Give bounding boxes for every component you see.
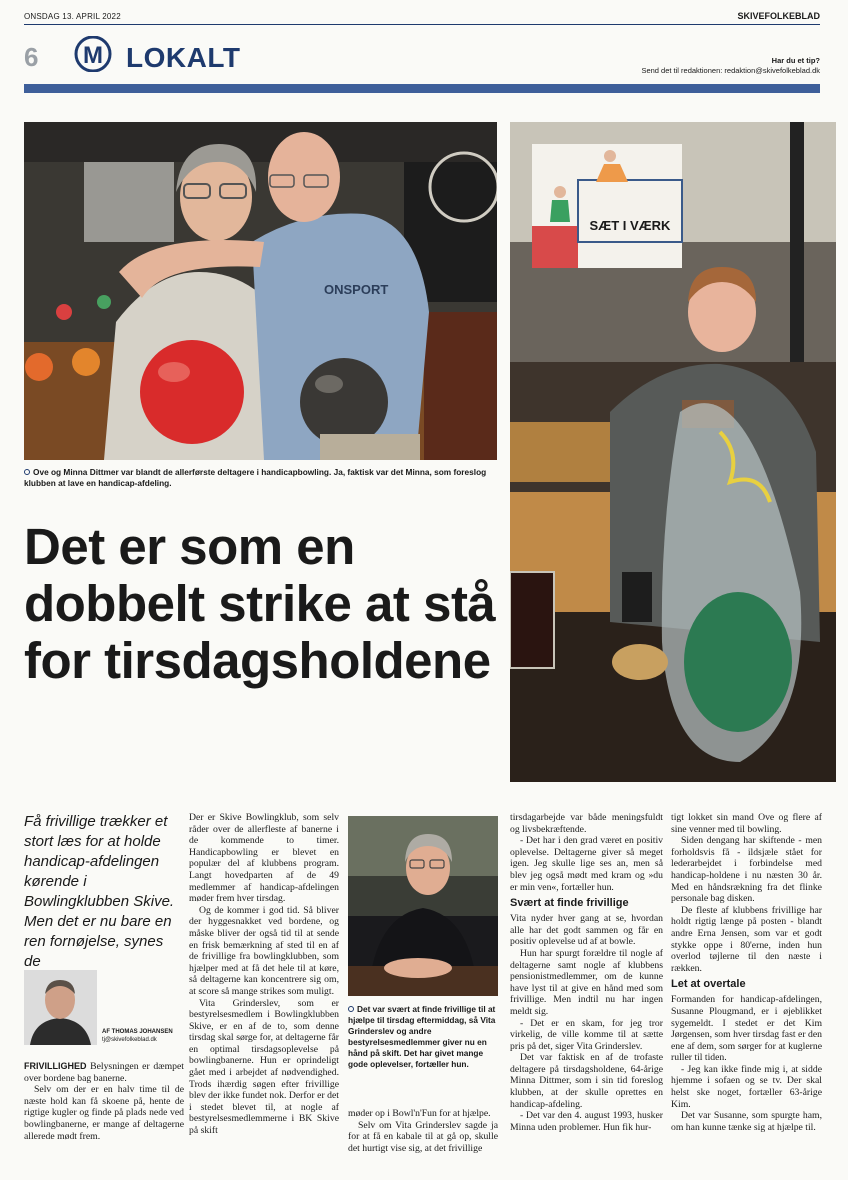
paragraph: Siden dengang har skiftende - men forholdsvis få - ildsjæle stået for lederarbejdet i forbindelse med handicap-holdene i nu næsten 30 år. Med en håndsrækning fra det flinke personale bag disken. — [671, 835, 822, 905]
page-number: 6 — [24, 42, 39, 72]
caption-marker-icon — [24, 469, 30, 475]
issue-date: ONSDAG 13. APRIL 2022 — [24, 12, 121, 21]
paragraph: De fleste af klubbens frivillige har holdt rigtig længe på posten - blandt andre Erna Jensen, som var et godt stykke oppe i 80'erne, inden hun overlod tøjlerne til den næste i rækken. — [671, 904, 822, 974]
photo-bowler-gift-basket — [510, 122, 836, 782]
article-column-5 — [671, 812, 822, 1133]
header-rule — [24, 24, 820, 25]
paragraph: Formanden for handicap-afdelingen, Susanne Plougmand, er i øjeblikket sygemeldt. I stedet er det Kim Jørgensen, som hver tirsdag fast er den ene af dem, som sørger for at kuglerne ruller til tiden. — [671, 994, 822, 1064]
paragraph: Hun har spurgt forældre til nogle af deltagerne samt nogle af klubbens pensionistmedlemmer, om de kunne have lyst til at give en hånd med som frivillige. Men indtil nu har ingen meldt sig. — [510, 947, 663, 1017]
paragraph: Belysningen er dæmpet over bordene bag banerne. — [24, 1061, 184, 1084]
photo-ove-minna — [24, 122, 497, 460]
sign-text: SÆT I VÆRK — [589, 218, 671, 233]
photo-caption-vita — [348, 1004, 498, 1070]
caption-marker-icon — [348, 1006, 354, 1012]
caption-text: Det var svært at finde frivillige til at hjælpe til tirsdag eftermiddag, så Vita Grinderslev og andre bestyrelsesmedlemmer giver nu en hånd på skift. Det har givet mange gode oplevelser, fortæller hun. — [348, 1004, 496, 1069]
photo-vita-grinderslev — [348, 816, 498, 996]
paragraph: møder op i Bowl'n'Fun for at hjælpe. — [348, 1108, 491, 1119]
article-column-3 — [348, 1108, 498, 1154]
paragraph: - Det er en skam, for jeg tror virkelig, de ville komme til at sætte pris på det, siger Vita Grinderslev. — [510, 1017, 663, 1052]
article-kicker: FRIVILLIGHED — [24, 1061, 87, 1071]
paragraph: - Det var den 4. august 1993, husker Minna uden problemer. Hun fik hur- — [510, 1110, 663, 1133]
article-lead: Få frivillige trækker et stort læs for at holde handicap-afdelingen kørende i Bowlingklubben Skive. Men det er nu bare en ren fornøjelse, synes de — [24, 813, 175, 970]
author-email: tj@skivefolkeblad.dk — [102, 1037, 157, 1043]
paragraph: Selv om der er en halv time til de næste hold kan få skoene på, hente de rigtige kugler og finde på plads nede ved bowlingbanerne, er mange af deltagerne allerede mødt frem. — [24, 1084, 184, 1142]
paragraph: tigt lokket sin mand Ove og flere af sine venner med til bowling. — [671, 812, 822, 835]
paragraph: Selv om Vita Grinderslev sagde ja for at få en kabale til at gå op, skulle det hurtigt vise sig, at det frivillige — [348, 1119, 498, 1154]
subheading: Svært at finde frivillige — [510, 897, 629, 910]
paragraph: - Jeg kan ikke finde mig i, at sidde hjemme i sofaen og se tv. Der skal helst ske noget, fortæller 63-årige Kim. — [671, 1063, 822, 1110]
paragraph: Det var faktisk en af de trofaste deltagere på tirsdagsholdene, 64-årige Minna Dittmer, som i sin tid foreslog klubben, at der skulle oprettes en handicap-afdeling. — [510, 1052, 663, 1110]
logo-letter: M — [83, 42, 103, 69]
article-column-2 — [189, 812, 339, 1137]
caption-text: Ove og Minna Dittmer var blandt de allerførste deltagere i handicapbowling. Ja, faktisk var det Minna, som foreslog klubben at lave en handicap-afdeling. — [24, 467, 487, 488]
shirt-text: ONSPORT — [324, 282, 389, 297]
author-photo — [24, 970, 97, 1045]
section-title: LOKALT — [126, 42, 241, 73]
section-logo-icon — [70, 36, 116, 72]
section-bar — [24, 84, 820, 93]
photo-caption-ove-minna — [24, 467, 497, 489]
byline — [102, 1028, 192, 1044]
paragraph: Vita Grinderslev, som er bestyrelsesmedlem i Bowlingklubben Skive, er en af de to, som denne tirsdag skal sørge for, at deltagerne får en optimal tirsdagsoplevelse på bowlingbanerne. Hun er oprindeligt gået med i arbejdet af nødvendighed. Trods ihærdig søgen efter frivillige blev der ikke fundet nok. Derfor er det i stedet blevet til, at nogle af bestyrelsesmedlemmerne i BK Skive på skift — [189, 997, 339, 1137]
tip-contact: Send det til redaktionen: redaktion@skivefolkeblad.dk — [641, 66, 820, 75]
paragraph: Vita nyder hver gang at se, hvordan alle har det godt sammen og får en positiv oplevelse ud af at bowle. — [510, 913, 663, 948]
paragraph: Det var Susanne, som spurgte ham, om han kunne tænke sig at hjælpe til. — [671, 1110, 822, 1133]
article-headline: Det er som en dobbelt strike at stå for tirsdagsholdene — [24, 518, 496, 689]
article-column-1 — [24, 1061, 184, 1142]
paragraph: - Det har i den grad været en positiv oplevelse. Deltagerne giver så meget igen. Jeg skulle lige ses an, men så blev jeg også mødt med kram og »du er min ven«, fortæller hun. — [510, 835, 663, 893]
author-name: AF THOMAS JOHANSEN — [102, 1029, 173, 1035]
news-tip — [641, 56, 820, 76]
newspaper-brand: SKIVEFOLKEBLAD — [737, 11, 820, 21]
paragraph: tirsdagarbejde var både meningsfuldt og livsbekræftende. — [510, 812, 663, 835]
article-column-4 — [510, 812, 663, 1133]
tip-question: Har du et tip? — [771, 56, 820, 65]
paragraph: Der er Skive Bowlingklub, som selv råder over de allerfleste af banerne i de kommende to timer. Handicapbowling er blevet en populær del af klubbens program. Langt hovedparten af de 49 medlemmer af handicap-afdelingen møder frem hver tirsdag. — [189, 812, 339, 905]
page-header — [24, 10, 820, 24]
subheading: Let at overtale — [671, 978, 746, 991]
paragraph: Og de kommer i god tid. Så bliver der hyggesnakket ved bordene, og måske bliver der også tid til at sende en frisk bemærkning af sted til en af de frivillige fra bowlingklubben, som hjælper med at få det hele til at køre, så deltagerne kan koncentrere sig om, at score så mange strikes som muligt. — [189, 904, 339, 997]
